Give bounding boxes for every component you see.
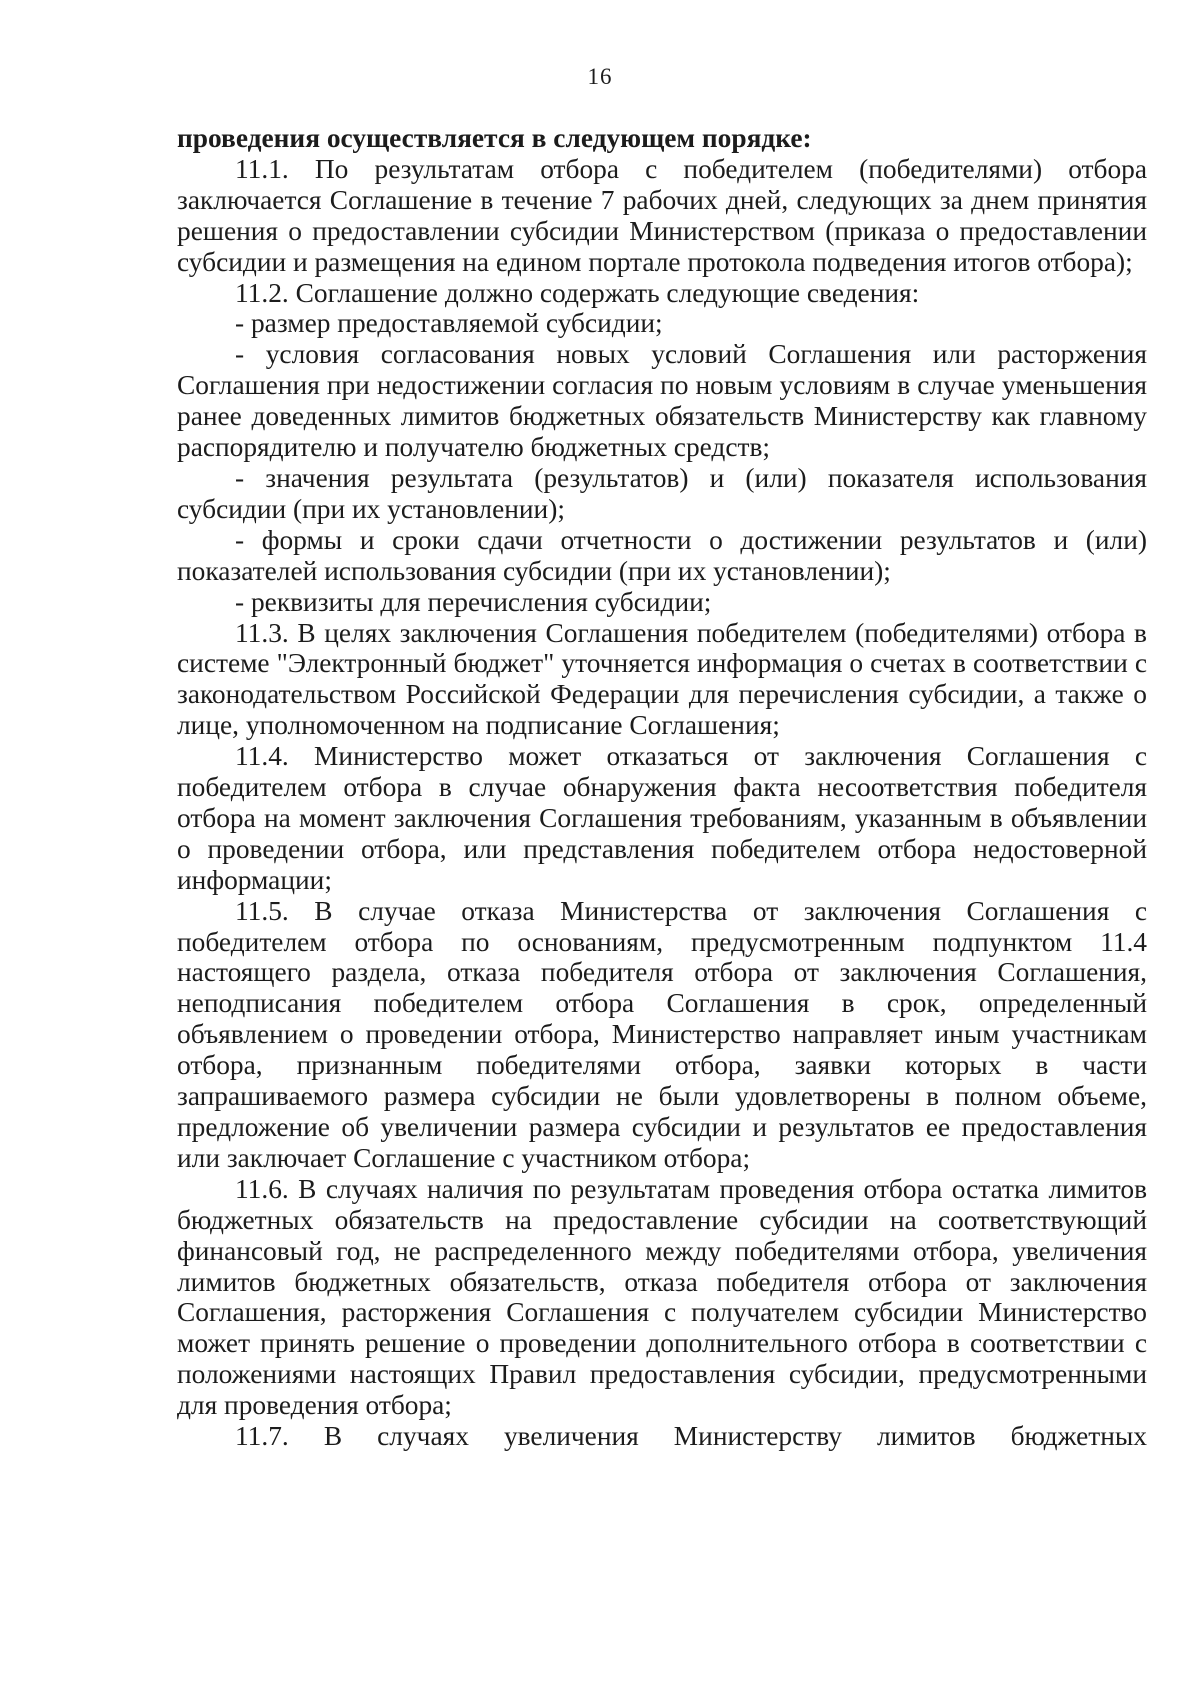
paragraph-11-1: 11.1. По результатам отбора с победителем (победителями) отбора заключается Соглашение в течение 7 рабочих дней, следующих за днем принятия решения о предоставлении субсидии Министерством (приказа о предоставлении субсидии и размещения на едином портале протокола подведения итогов отбора);	[177, 153, 1147, 277]
paragraph-11-4: 11.4. Министерство может отказаться от заключения Соглашения с победителем отбора в случае обнаружения факта несоответствия победителя отбора на момент заключения Соглашения требованиям, указанным в объявлении о проведении отбора, или представления победителем отбора недостоверной информации;	[177, 741, 1147, 895]
lead-line: проведения осуществляется в следующем порядке:	[177, 123, 812, 153]
document-body	[177, 123, 1147, 1452]
list-item-subsidy-size: - размер предоставляемой субсидии;	[235, 308, 663, 339]
list-item-agreement-conditions: - условия согласования новых условий Соглашения или расторжения Соглашения при недостижении согласия по новым условиям в случае уменьшения ранее доведенных лимитов бюджетных обязательств Министерству как главному распорядителю и получателю бюджетных средств;	[177, 339, 1147, 463]
list-item-payment-details: - реквизиты для перечисления субсидии;	[235, 586, 712, 617]
paragraph-11-5: 11.5. В случае отказа Министерства от заключения Соглашения с победителем отбора по основаниям, предусмотренным подпунктом 11.4 настоящего раздела, отказа победителя отбора от заключения Соглашения, неподписания победителем отбора Соглашения в срок, определенный объявлением о проведении отбора, Министерство направляет иным участникам отбора, признанным победителями отбора, заявки которых в части запрашиваемого размера субсидии не были удовлетворены в полном объеме, предложение об увеличении размера субсидии и результатов ее предоставления или заключает Соглашение с участником отбора;	[177, 895, 1147, 1173]
paragraph-11-7: 11.7. В случаях увеличения Министерству лимитов бюджетных	[235, 1421, 1147, 1452]
paragraph-11-3: 11.3. В целях заключения Соглашения победителем (победителями) отбора в системе "Электронный бюджет" уточняется информация о счетах в соответствии с законодательством Российской Федерации для перечисления субсидии, а также о лице, уполномоченном на подписание Соглашения;	[177, 617, 1147, 741]
paragraph-11-6: 11.6. В случаях наличия по результатам проведения отбора остатка лимитов бюджетных обязательств на предоставление субсидии на соответствующий финансовый год, не распределенного между победителями отбора, увеличения лимитов бюджетных обязательств, отказа победителя отбора от заключения Соглашения, расторжения Соглашения с получателем субсидии Министерство может принять решение о проведении дополнительного отбора в соответствии с положениями настоящих Правил предоставления субсидии, предусмотренными для проведения отбора;	[177, 1173, 1147, 1421]
list-item-reporting-forms: - формы и сроки сдачи отчетности о достижении результатов и (или) показателей использования субсидии (при их установлении);	[177, 524, 1147, 586]
paragraph-11-2: 11.2. Соглашение должно содержать следующие сведения:	[235, 277, 920, 308]
list-item-result-values: - значения результата (результатов) и (или) показателя использования субсидии (при их установлении);	[177, 462, 1147, 524]
page-number: 16	[587, 64, 613, 89]
